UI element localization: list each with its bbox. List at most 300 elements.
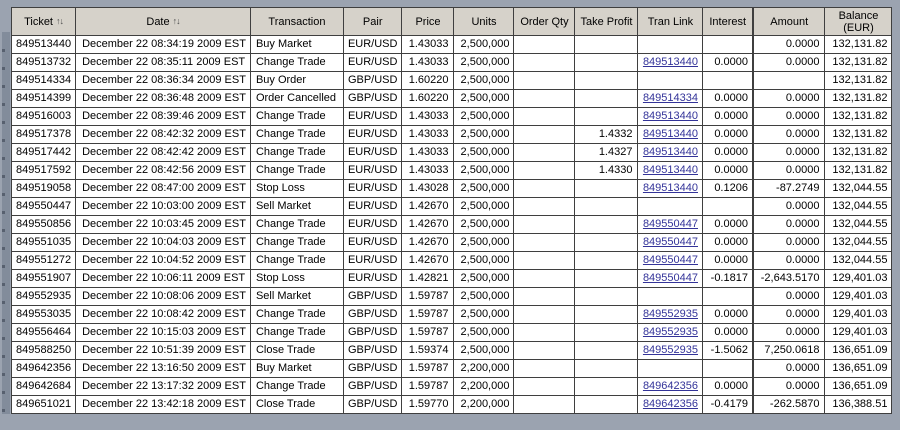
cell-amount: -87.2749: [753, 180, 825, 198]
cell-amount: 0.0000: [753, 306, 825, 324]
cell-take_profit: [575, 234, 638, 252]
cell-interest: -0.4179: [703, 396, 753, 414]
cell-balance: 136,651.09: [825, 360, 892, 378]
cell-price: 1.42670: [402, 216, 454, 234]
cell-units: 2,500,000: [454, 234, 514, 252]
cell-order_qty: [514, 144, 575, 162]
cell-tran_link: [638, 72, 703, 90]
cell-interest: [703, 360, 753, 378]
cell-date: December 22 08:34:19 2009 EST: [76, 36, 251, 54]
cell-amount: 0.0000: [753, 162, 825, 180]
column-label: Balance (EUR): [838, 9, 879, 34]
cell-amount: 0.0000: [753, 288, 825, 306]
table-row: [12, 378, 892, 396]
cell-take_profit: [575, 216, 638, 234]
table-row: [12, 144, 892, 162]
cell-interest: 0.0000: [703, 234, 753, 252]
cell-interest: 0.0000: [703, 90, 753, 108]
cell-order_qty: [514, 108, 575, 126]
cell-balance: 132,044.55: [825, 216, 892, 234]
tran-link[interactable]: 849513440: [642, 182, 698, 194]
cell-units: 2,500,000: [454, 90, 514, 108]
cell-price: 1.59770: [402, 396, 454, 414]
cell-units: 2,500,000: [454, 144, 514, 162]
sort-icon: ↑↓: [172, 15, 180, 26]
cell-take_profit: [575, 252, 638, 270]
cell-amount: 0.0000: [753, 54, 825, 72]
transactions-table: [11, 7, 892, 414]
tran-link[interactable]: 849513440: [642, 110, 698, 122]
cell-ticket: 849550447: [12, 198, 76, 216]
table-row: [12, 90, 892, 108]
cell-balance: 132,131.82: [825, 126, 892, 144]
cell-price: 1.59787: [402, 288, 454, 306]
cell-tran_link: [638, 126, 703, 144]
cell-balance: 132,044.55: [825, 180, 892, 198]
cell-interest: 0.0000: [703, 324, 753, 342]
column-header-price: [402, 8, 454, 36]
cell-interest: 0.0000: [703, 144, 753, 162]
cell-price: 1.42670: [402, 234, 454, 252]
cell-balance: 136,651.09: [825, 342, 892, 360]
cell-balance: 132,044.55: [825, 234, 892, 252]
table-row: [12, 198, 892, 216]
cell-order_qty: [514, 234, 575, 252]
table-row: [12, 108, 892, 126]
cell-price: 1.59787: [402, 306, 454, 324]
cell-order_qty: [514, 288, 575, 306]
table-row: [12, 162, 892, 180]
cell-date: December 22 10:03:45 2009 EST: [76, 216, 251, 234]
cell-interest: -0.1817: [703, 270, 753, 288]
cell-date: December 22 10:51:39 2009 EST: [76, 342, 251, 360]
cell-balance: 136,388.51: [825, 396, 892, 414]
cell-transaction: Buy Order: [250, 72, 343, 90]
cell-date: December 22 10:03:00 2009 EST: [76, 198, 251, 216]
cell-tran_link: [638, 288, 703, 306]
cell-pair: GBP/USD: [343, 396, 402, 414]
cell-take_profit: [575, 54, 638, 72]
cell-pair: EUR/USD: [343, 180, 402, 198]
tran-link[interactable]: 849514334: [642, 92, 698, 104]
cell-units: 2,500,000: [454, 342, 514, 360]
table-body: [12, 36, 892, 414]
cell-tran_link: [638, 144, 703, 162]
cell-ticket: 849517442: [12, 144, 76, 162]
cell-tran_link: [638, 198, 703, 216]
cell-pair: EUR/USD: [343, 126, 402, 144]
table-row: [12, 126, 892, 144]
cell-ticket: 849516003: [12, 108, 76, 126]
cell-units: 2,500,000: [454, 198, 514, 216]
column-label: Units: [471, 15, 497, 28]
cell-pair: GBP/USD: [343, 72, 402, 90]
cell-price: 1.59374: [402, 342, 454, 360]
cell-date: December 22 10:15:03 2009 EST: [76, 324, 251, 342]
table-row: [12, 72, 892, 90]
column-header-date[interactable]: [76, 8, 251, 36]
tran-link[interactable]: 849513440: [642, 128, 698, 140]
cell-take_profit: [575, 396, 638, 414]
cell-pair: GBP/USD: [343, 378, 402, 396]
cell-date: December 22 10:04:52 2009 EST: [76, 252, 251, 270]
column-label: Interest: [709, 15, 747, 28]
cell-pair: GBP/USD: [343, 342, 402, 360]
cell-transaction: Change Trade: [250, 378, 343, 396]
column-header-order_qty: [514, 8, 575, 36]
cell-order_qty: [514, 306, 575, 324]
cell-price: 1.59787: [402, 378, 454, 396]
cell-price: 1.43033: [402, 36, 454, 54]
cell-tran_link: [638, 162, 703, 180]
cell-pair: EUR/USD: [343, 36, 402, 54]
cell-amount: 0.0000: [753, 126, 825, 144]
cell-date: December 22 08:36:48 2009 EST: [76, 90, 251, 108]
table-row: [12, 360, 892, 378]
column-header-tran_link: [638, 8, 703, 36]
cell-take_profit: [575, 324, 638, 342]
cell-ticket: 849514399: [12, 90, 76, 108]
cell-transaction: Stop Loss: [250, 180, 343, 198]
cell-price: 1.60220: [402, 72, 454, 90]
cell-date: December 22 10:06:11 2009 EST: [76, 270, 251, 288]
cell-transaction: Change Trade: [250, 162, 343, 180]
cell-units: 2,500,000: [454, 180, 514, 198]
cell-price: 1.42670: [402, 252, 454, 270]
cell-order_qty: [514, 72, 575, 90]
cell-price: 1.42670: [402, 198, 454, 216]
cell-order_qty: [514, 126, 575, 144]
cell-order_qty: [514, 324, 575, 342]
cell-order_qty: [514, 342, 575, 360]
sort-icon: ↑↓: [56, 15, 63, 26]
cell-tran_link: [638, 396, 703, 414]
cell-order_qty: [514, 360, 575, 378]
cell-interest: 0.1206: [703, 180, 753, 198]
column-header-take_profit: [575, 8, 638, 36]
cell-units: 2,500,000: [454, 54, 514, 72]
cell-ticket: 849642356: [12, 360, 76, 378]
cell-units: 2,500,000: [454, 72, 514, 90]
cell-ticket: 849553035: [12, 306, 76, 324]
cell-transaction: Change Trade: [250, 54, 343, 72]
cell-ticket: 849551035: [12, 234, 76, 252]
cell-balance: 129,401.03: [825, 288, 892, 306]
tran-link[interactable]: 849513440: [642, 146, 698, 158]
cell-date: December 22 13:42:18 2009 EST: [76, 396, 251, 414]
cell-ticket: 849552935: [12, 288, 76, 306]
cell-pair: EUR/USD: [343, 216, 402, 234]
cell-transaction: Close Trade: [250, 342, 343, 360]
cell-pair: EUR/USD: [343, 198, 402, 216]
cell-ticket: 849551907: [12, 270, 76, 288]
tran-link[interactable]: 849550447: [642, 236, 698, 248]
cell-transaction: Sell Market: [250, 288, 343, 306]
cell-order_qty: [514, 180, 575, 198]
cell-balance: 136,651.09: [825, 378, 892, 396]
cell-take_profit: [575, 72, 638, 90]
tran-link[interactable]: 849642356: [642, 398, 698, 410]
cell-order_qty: [514, 36, 575, 54]
cell-balance: 132,131.82: [825, 90, 892, 108]
cell-amount: 0.0000: [753, 378, 825, 396]
cell-ticket: 849519058: [12, 180, 76, 198]
cell-order_qty: [514, 216, 575, 234]
cell-pair: EUR/USD: [343, 252, 402, 270]
cell-balance: 129,401.03: [825, 270, 892, 288]
cell-ticket: 849588250: [12, 342, 76, 360]
cell-transaction: Change Trade: [250, 306, 343, 324]
cell-tran_link: [638, 342, 703, 360]
cell-transaction: Buy Market: [250, 36, 343, 54]
cell-ticket: 849550856: [12, 216, 76, 234]
cell-date: December 22 08:39:46 2009 EST: [76, 108, 251, 126]
cell-balance: 132,131.82: [825, 144, 892, 162]
cell-balance: 132,131.82: [825, 72, 892, 90]
cell-pair: EUR/USD: [343, 108, 402, 126]
cell-price: 1.43033: [402, 126, 454, 144]
cell-tran_link: [638, 54, 703, 72]
cell-interest: 0.0000: [703, 162, 753, 180]
cell-amount: 0.0000: [753, 198, 825, 216]
cell-transaction: Buy Market: [250, 360, 343, 378]
cell-date: December 22 10:08:06 2009 EST: [76, 288, 251, 306]
cell-units: 2,500,000: [454, 108, 514, 126]
table-row: [12, 36, 892, 54]
cell-units: 2,500,000: [454, 216, 514, 234]
cell-units: 2,200,000: [454, 396, 514, 414]
cell-ticket: 849642684: [12, 378, 76, 396]
column-label: Price: [415, 15, 441, 28]
cell-take_profit: [575, 306, 638, 324]
cell-price: 1.60220: [402, 90, 454, 108]
cell-tran_link: [638, 378, 703, 396]
tran-link[interactable]: 849513440: [642, 56, 698, 68]
tran-link[interactable]: 849550447: [642, 218, 698, 230]
cell-date: December 22 08:42:56 2009 EST: [76, 162, 251, 180]
cell-date: December 22 10:08:42 2009 EST: [76, 306, 251, 324]
table-row: [12, 342, 892, 360]
cell-transaction: Stop Loss: [250, 270, 343, 288]
cell-date: December 22 10:04:03 2009 EST: [76, 234, 251, 252]
cell-ticket: 849514334: [12, 72, 76, 90]
cell-amount: 0.0000: [753, 108, 825, 126]
column-header-ticket[interactable]: [12, 8, 76, 36]
cell-price: 1.43033: [402, 108, 454, 126]
cell-balance: 132,131.82: [825, 54, 892, 72]
cell-interest: 0.0000: [703, 306, 753, 324]
cell-tran_link: [638, 90, 703, 108]
cell-tran_link: [638, 252, 703, 270]
cell-date: December 22 08:42:32 2009 EST: [76, 126, 251, 144]
cell-ticket: 849513440: [12, 36, 76, 54]
cell-take_profit: [575, 36, 638, 54]
cell-price: 1.59787: [402, 360, 454, 378]
column-header-units: [454, 8, 514, 36]
cell-interest: 0.0000: [703, 378, 753, 396]
cell-transaction: Change Trade: [250, 144, 343, 162]
table-row: [12, 54, 892, 72]
cell-amount: 0.0000: [753, 144, 825, 162]
cell-balance: 132,131.82: [825, 162, 892, 180]
cell-amount: 0.0000: [753, 90, 825, 108]
column-header-interest: [703, 8, 753, 36]
cell-pair: GBP/USD: [343, 360, 402, 378]
cell-take_profit: [575, 342, 638, 360]
cell-take_profit: [575, 360, 638, 378]
cell-order_qty: [514, 378, 575, 396]
tran-link[interactable]: 849550447: [642, 254, 698, 266]
cell-tran_link: [638, 270, 703, 288]
table-row: [12, 396, 892, 414]
cell-pair: EUR/USD: [343, 234, 402, 252]
cell-tran_link: [638, 234, 703, 252]
cell-ticket: 849513732: [12, 54, 76, 72]
cell-tran_link: [638, 216, 703, 234]
cell-units: 2,500,000: [454, 126, 514, 144]
table-row: [12, 234, 892, 252]
cell-take_profit: 1.4332: [575, 126, 638, 144]
cell-take_profit: [575, 378, 638, 396]
cell-transaction: Change Trade: [250, 108, 343, 126]
cell-transaction: Order Cancelled: [250, 90, 343, 108]
cell-interest: 0.0000: [703, 108, 753, 126]
cell-amount: 0.0000: [753, 36, 825, 54]
cell-interest: [703, 198, 753, 216]
cell-interest: [703, 72, 753, 90]
cell-price: 1.59787: [402, 324, 454, 342]
tran-link[interactable]: 849552935: [642, 308, 698, 320]
column-label: Ticket: [24, 15, 53, 28]
column-header-amount: [753, 8, 825, 36]
cell-units: 2,200,000: [454, 378, 514, 396]
tran-link[interactable]: 849552935: [642, 344, 698, 356]
cell-tran_link: [638, 108, 703, 126]
cell-amount: -262.5870: [753, 396, 825, 414]
cell-date: December 22 08:36:34 2009 EST: [76, 72, 251, 90]
cell-units: 2,200,000: [454, 360, 514, 378]
cell-units: 2,500,000: [454, 252, 514, 270]
table-header: [12, 8, 892, 36]
cell-transaction: Change Trade: [250, 216, 343, 234]
cell-tran_link: [638, 324, 703, 342]
cell-balance: 132,044.55: [825, 198, 892, 216]
cell-pair: EUR/USD: [343, 144, 402, 162]
cell-order_qty: [514, 198, 575, 216]
cell-tran_link: [638, 360, 703, 378]
cell-units: 2,500,000: [454, 288, 514, 306]
cell-interest: [703, 36, 753, 54]
column-label: Tran Link: [647, 15, 694, 28]
cell-date: December 22 13:17:32 2009 EST: [76, 378, 251, 396]
cell-units: 2,500,000: [454, 270, 514, 288]
table-row: [12, 288, 892, 306]
cell-amount: 0.0000: [753, 252, 825, 270]
cell-amount: -2,643.5170: [753, 270, 825, 288]
cell-transaction: Sell Market: [250, 198, 343, 216]
cell-interest: 0.0000: [703, 54, 753, 72]
cell-tran_link: [638, 306, 703, 324]
cell-amount: 0.0000: [753, 360, 825, 378]
cell-pair: EUR/USD: [343, 270, 402, 288]
cell-units: 2,500,000: [454, 36, 514, 54]
cell-price: 1.43028: [402, 180, 454, 198]
tran-link[interactable]: 849550447: [642, 272, 698, 284]
cell-balance: 132,131.82: [825, 108, 892, 126]
cell-pair: GBP/USD: [343, 306, 402, 324]
cell-balance: 132,131.82: [825, 36, 892, 54]
cell-units: 2,500,000: [454, 306, 514, 324]
cell-price: 1.43033: [402, 54, 454, 72]
table-row: [12, 216, 892, 234]
cell-date: December 22 13:16:50 2009 EST: [76, 360, 251, 378]
cell-transaction: Change Trade: [250, 234, 343, 252]
cell-balance: 129,401.03: [825, 306, 892, 324]
cell-order_qty: [514, 162, 575, 180]
table-row: [12, 306, 892, 324]
column-header-transaction: [250, 8, 343, 36]
cell-ticket: 849551272: [12, 252, 76, 270]
cell-pair: GBP/USD: [343, 324, 402, 342]
cell-interest: -1.5062: [703, 342, 753, 360]
left-edge-strip: [2, 32, 10, 414]
cell-take_profit: [575, 90, 638, 108]
cell-price: 1.42821: [402, 270, 454, 288]
cell-order_qty: [514, 252, 575, 270]
cell-take_profit: [575, 198, 638, 216]
tran-link[interactable]: 849552935: [642, 326, 698, 338]
cell-amount: 0.0000: [753, 216, 825, 234]
table-row: [12, 252, 892, 270]
cell-transaction: Close Trade: [250, 396, 343, 414]
cell-pair: EUR/USD: [343, 54, 402, 72]
cell-units: 2,500,000: [454, 162, 514, 180]
cell-tran_link: [638, 36, 703, 54]
tran-link[interactable]: 849642356: [642, 380, 698, 392]
cell-date: December 22 08:47:00 2009 EST: [76, 180, 251, 198]
cell-amount: 7,250.0618: [753, 342, 825, 360]
cell-ticket: 849517378: [12, 126, 76, 144]
cell-amount: [753, 72, 825, 90]
cell-transaction: Change Trade: [250, 252, 343, 270]
cell-transaction: Change Trade: [250, 324, 343, 342]
table-row: [12, 270, 892, 288]
cell-pair: GBP/USD: [343, 90, 402, 108]
cell-interest: [703, 288, 753, 306]
column-label: Take Profit: [580, 15, 633, 28]
cell-date: December 22 08:42:42 2009 EST: [76, 144, 251, 162]
header-row: [12, 8, 892, 36]
cell-amount: 0.0000: [753, 324, 825, 342]
tran-link[interactable]: 849513440: [642, 164, 698, 176]
cell-interest: 0.0000: [703, 252, 753, 270]
cell-take_profit: [575, 270, 638, 288]
column-header-pair: [343, 8, 402, 36]
cell-pair: EUR/USD: [343, 162, 402, 180]
column-label: Pair: [362, 15, 383, 28]
table-row: [12, 180, 892, 198]
cell-units: 2,500,000: [454, 324, 514, 342]
cell-take_profit: [575, 288, 638, 306]
cell-amount: 0.0000: [753, 234, 825, 252]
cell-order_qty: [514, 54, 575, 72]
cell-tran_link: [638, 180, 703, 198]
cell-interest: 0.0000: [703, 126, 753, 144]
cell-interest: 0.0000: [703, 216, 753, 234]
table-row: [12, 324, 892, 342]
cell-transaction: Change Trade: [250, 126, 343, 144]
cell-ticket: 849651021: [12, 396, 76, 414]
